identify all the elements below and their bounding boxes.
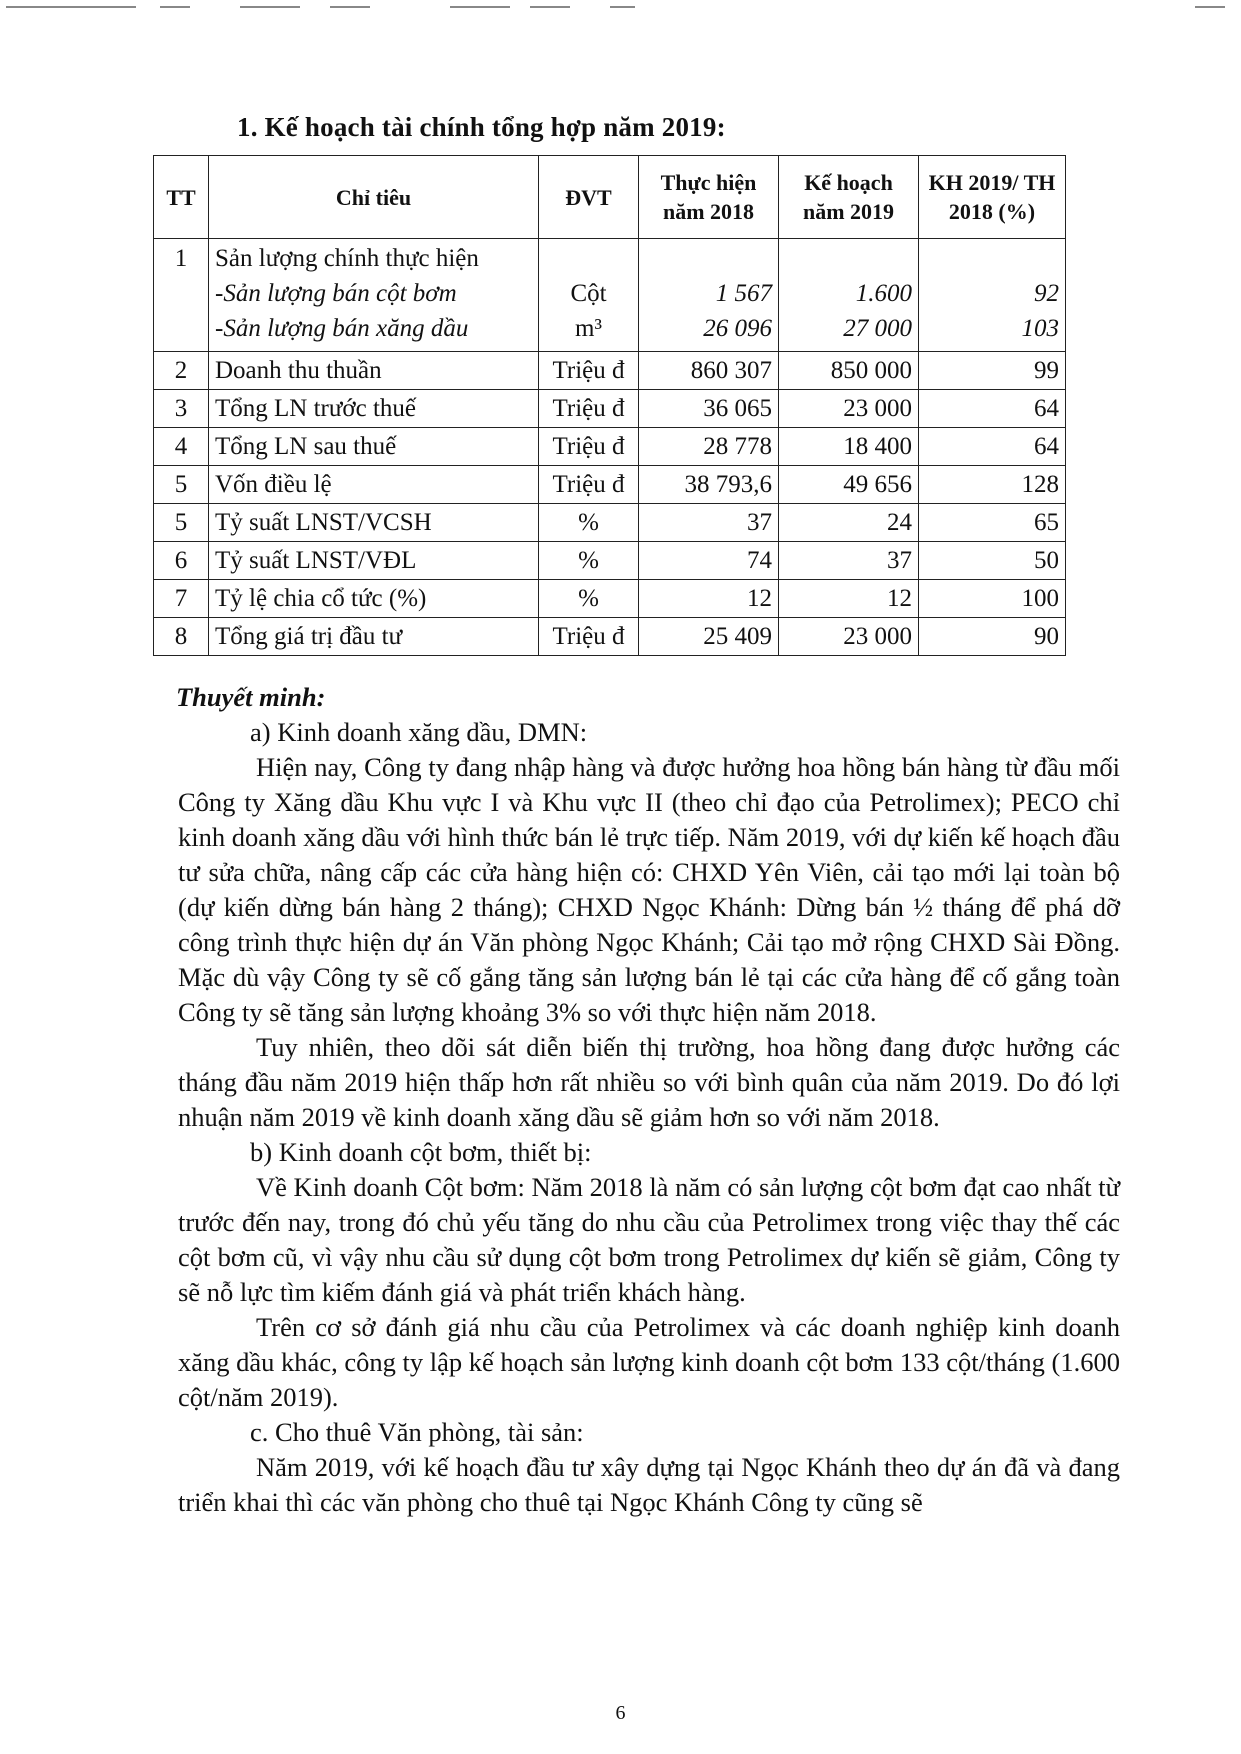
table-row — [154, 504, 1066, 542]
table-header-row — [154, 156, 1066, 239]
row-sub-ratio: 92 — [1034, 280, 1059, 307]
row-plan-2019: 850 000 — [779, 352, 919, 390]
table-row — [154, 542, 1066, 580]
row-label: Doanh thu thuần — [209, 352, 539, 390]
row-label: Tổng LN trước thuế — [209, 390, 539, 428]
row-unit: Triệu đ — [539, 466, 639, 504]
subheading-a: a) Kinh doanh xăng dầu, DMN: — [250, 717, 588, 747]
row-unit: Triệu đ — [539, 352, 639, 390]
row-tt: 5 — [154, 504, 209, 542]
row-tt: 6 — [154, 542, 209, 580]
subheading-b: b) Kinh doanh cột bơm, thiết bị: — [250, 1137, 592, 1167]
row-actual-2018: 12 — [639, 580, 779, 618]
row-actual-2018: 37 — [639, 504, 779, 542]
row-plan-2019: 12 — [779, 580, 919, 618]
row-actual-2018: 860 307 — [639, 352, 779, 390]
row-sub-label: -Sản lượng bán xăng dầu — [215, 315, 469, 342]
row-ratio: 64 — [919, 390, 1066, 428]
row-label: Tổng giá trị đầu tư — [209, 618, 539, 656]
table-row — [154, 466, 1066, 504]
row-actual-2018: 36 065 — [639, 390, 779, 428]
row-tt: 8 — [154, 618, 209, 656]
row-title: Sản lượng chính thực hiện — [215, 245, 479, 272]
row-ratio: 100 — [919, 580, 1066, 618]
row-plan-2019: 24 — [779, 504, 919, 542]
row-tt: 1 — [154, 239, 209, 352]
page-number: 6 — [615, 1702, 626, 1724]
paragraph-b2: Trên cơ sở đánh giá nhu cầu của Petrolimex và các doanh nghiệp kinh doanh xăng dầu khác, công ty lập kế hoạch sản lượng kinh doanh cột bơm 133 cột/tháng (1.600 cột/năm 2019). — [178, 1312, 1120, 1412]
row-unit — [539, 239, 639, 352]
row-sub-label: -Sản lượng bán cột bơm — [215, 280, 457, 307]
row-unit: Triệu đ — [539, 428, 639, 466]
header-indicator: Chỉ tiêu — [209, 156, 539, 239]
header-unit: ĐVT — [539, 156, 639, 239]
row-unit: % — [539, 504, 639, 542]
row-sub-plan: 27 000 — [843, 315, 912, 342]
paragraph-a2: Tuy nhiên, theo dõi sát diễn biến thị trường, hoa hồng đang được hưởng các tháng đầu năm 2019 hiện thấp hơn rất nhiều so với bình quân của năm 2019. Do đó lợi nhuận năm 2019 về kinh doanh xăng dầu sẽ giảm hơn so với năm 2018. — [178, 1032, 1120, 1132]
paragraph-c1: Năm 2019, với kế hoạch đầu tư xây dựng tại Ngọc Khánh theo dự án đã và đang triển khai thì các văn phòng cho thuê tại Ngọc Khánh Công ty cũng sẽ — [178, 1452, 1120, 1517]
table-row — [154, 390, 1066, 428]
row-label: Vốn điều lệ — [209, 466, 539, 504]
row-plan-2019: 18 400 — [779, 428, 919, 466]
row-ratio — [919, 239, 1066, 352]
row-label: Tỷ suất LNST/VCSH — [209, 504, 539, 542]
row-plan-2019: 23 000 — [779, 390, 919, 428]
row-plan-2019: 37 — [779, 542, 919, 580]
row-ratio: 64 — [919, 428, 1066, 466]
row-sub-unit: m³ — [575, 315, 602, 342]
row-label — [209, 239, 539, 352]
financial-plan-table — [153, 155, 1066, 656]
row-ratio: 50 — [919, 542, 1066, 580]
row-sub-actual: 1 567 — [715, 280, 772, 307]
paragraph-b1: Về Kinh doanh Cột bơm: Năm 2018 là năm có sản lượng cột bơm đạt cao nhất từ trước đến nay, trong đó chủ yếu tăng do nhu cầu của Petrolimex trong việc thay thế các cột bơm cũ, vì vậy nhu cầu sử dụng cột bơm trong Petrolimex dự kiến sẽ giảm, Công ty sẽ nỗ lực tìm kiếm đánh giá và phát triển khách hàng. — [178, 1172, 1120, 1307]
row-actual-2018: 25 409 — [639, 618, 779, 656]
explanation-heading: Thuyết minh: — [176, 682, 326, 712]
subheading-c: c. Cho thuê Văn phòng, tài sản: — [250, 1417, 584, 1447]
row-plan-2019: 23 000 — [779, 618, 919, 656]
row-plan-2019 — [779, 239, 919, 352]
row-ratio: 65 — [919, 504, 1066, 542]
row-tt: 7 — [154, 580, 209, 618]
row-plan-2019: 49 656 — [779, 466, 919, 504]
table-row — [154, 239, 1066, 352]
row-tt: 2 — [154, 352, 209, 390]
section-title: 1. Kế hoạch tài chính tổng hợp năm 2019: — [237, 112, 726, 142]
header-plan-2019: Kế hoạch năm 2019 — [779, 156, 919, 239]
table-row — [154, 428, 1066, 466]
row-label: Tổng LN sau thuế — [209, 428, 539, 466]
row-label: Tỷ lệ chia cổ tức (%) — [209, 580, 539, 618]
header-actual-2018: Thực hiện năm 2018 — [639, 156, 779, 239]
row-ratio: 99 — [919, 352, 1066, 390]
header-ratio: KH 2019/ TH 2018 (%) — [919, 156, 1066, 239]
row-actual-2018: 38 793,6 — [639, 466, 779, 504]
row-unit: Triệu đ — [539, 618, 639, 656]
row-tt: 4 — [154, 428, 209, 466]
row-actual-2018: 74 — [639, 542, 779, 580]
row-unit: % — [539, 542, 639, 580]
table-row — [154, 618, 1066, 656]
explanation-body — [178, 680, 1120, 1520]
row-ratio: 90 — [919, 618, 1066, 656]
row-sub-actual: 26 096 — [703, 315, 772, 342]
header-tt: TT — [154, 156, 209, 239]
row-tt: 5 — [154, 466, 209, 504]
row-actual-2018: 28 778 — [639, 428, 779, 466]
row-actual-2018 — [639, 239, 779, 352]
row-sub-plan: 1.600 — [855, 280, 912, 307]
scan-edge-marks — [0, 4, 1241, 12]
row-tt: 3 — [154, 390, 209, 428]
row-sub-ratio: 103 — [1021, 315, 1059, 342]
paragraph-a1: Hiện nay, Công ty đang nhập hàng và được hưởng hoa hồng bán hàng từ đầu mối Công ty Xăng dầu Khu vực I và Khu vực II (theo chỉ đạo của Petrolimex); PECO chỉ kinh doanh xăng dầu với hình thức bán lẻ trực tiếp. Năm 2019, với dự kiến kế hoạch đầu tư sửa chữa, nâng cấp các cửa hàng hiện có: CHXD Yên Viên, cải tạo mới lại toàn bộ (dự kiến dừng bán hàng 2 tháng); CHXD Ngọc Khánh: Dừng bán ½ tháng để phá dỡ công trình thực hiện dự án Văn phòng Ngọc Khánh; Cải tạo mở rộng CHXD Sài Đồng. Mặc dù vậy Công ty sẽ cố gắng tăng sản lượng bán lẻ tại các cửa hàng để cố gắng toàn Công ty sẽ tăng sản lượng khoảng 3% so với thực hiện năm 2018. — [178, 752, 1120, 1027]
table-row — [154, 352, 1066, 390]
row-label: Tỷ suất LNST/VĐL — [209, 542, 539, 580]
table-row — [154, 580, 1066, 618]
row-ratio: 128 — [919, 466, 1066, 504]
row-unit: Triệu đ — [539, 390, 639, 428]
row-unit: % — [539, 580, 639, 618]
row-sub-unit: Cột — [570, 280, 607, 307]
